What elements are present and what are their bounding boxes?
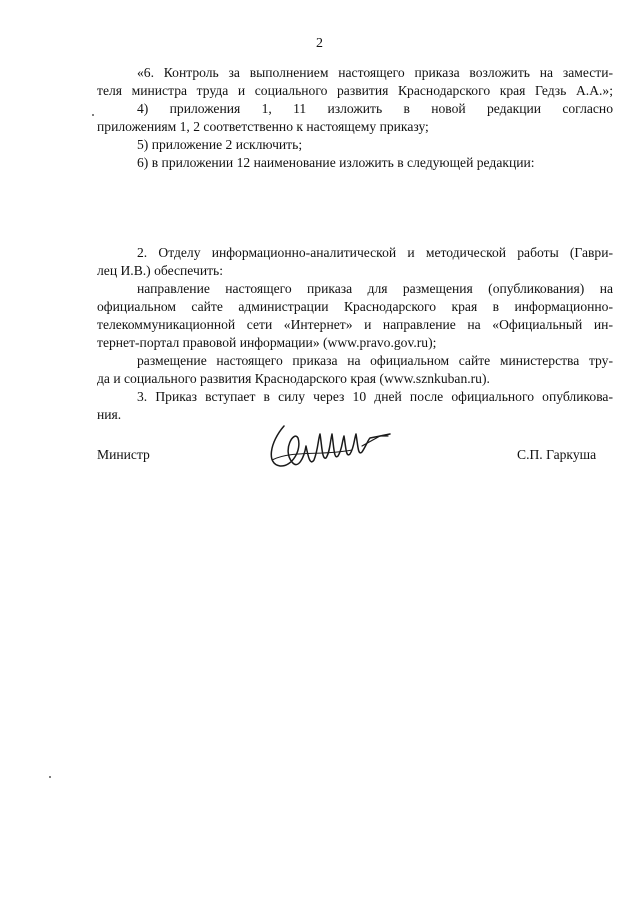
paragraph-1-line-2: теля министра труда и социального развития Краснодарского края Гедзь А.А.»; <box>97 83 613 98</box>
paragraph-1-line-1: «6. Контроль за выполнением настоящего приказа возложить на замести- <box>137 65 613 80</box>
paragraph-8-line-2: ния. <box>97 407 122 422</box>
scan-speck <box>49 776 51 778</box>
paragraph-7-line-1: размещение настоящего приказа на официальном сайте министерства тру- <box>137 353 613 368</box>
paragraph-6-line-4: тернет-портал правовой информации» (www.pravo.gov.ru); <box>97 335 437 350</box>
paragraph-4-line-1: 6) в приложении 12 наименование изложить в следующей редакции: <box>137 155 535 170</box>
paragraph-8-line-1: 3. Приказ вступает в силу через 10 дней после официального опубликова- <box>137 389 613 404</box>
paragraph-2-line-1: 4) приложения 1, 11 изложить в новой редакции согласно <box>137 101 613 116</box>
paragraph-6-line-3: телекоммуникационной сети «Интернет» и направление на «Официальный ин- <box>97 317 613 332</box>
paragraph-6-line-1: направление настоящего приказа для размещения (опубликования) на <box>137 281 613 296</box>
paragraph-5-line-1: 2. Отделу информационно-аналитической и методической работы (Гаври- <box>137 245 613 260</box>
paragraph-3-line-1: 5) приложение 2 исключить; <box>137 137 303 152</box>
paragraph-2-line-2: приложениям 1, 2 соответственно к настоящему приказу; <box>97 119 429 134</box>
signature-title: Министр <box>97 447 150 462</box>
paragraph-5-line-2: лец И.В.) обеспечить: <box>97 263 224 278</box>
scan-speck <box>92 114 94 116</box>
signatory-name: С.П. Гаркуша <box>517 447 597 462</box>
handwritten-signature <box>262 420 394 480</box>
paragraph-7-line-2: да и социального развития Краснодарского края (www.sznkuban.ru). <box>97 371 490 386</box>
paragraph-6-line-2: официальном сайте администрации Краснодарского края в информационно- <box>97 299 613 314</box>
page-number: 2 <box>316 36 323 51</box>
